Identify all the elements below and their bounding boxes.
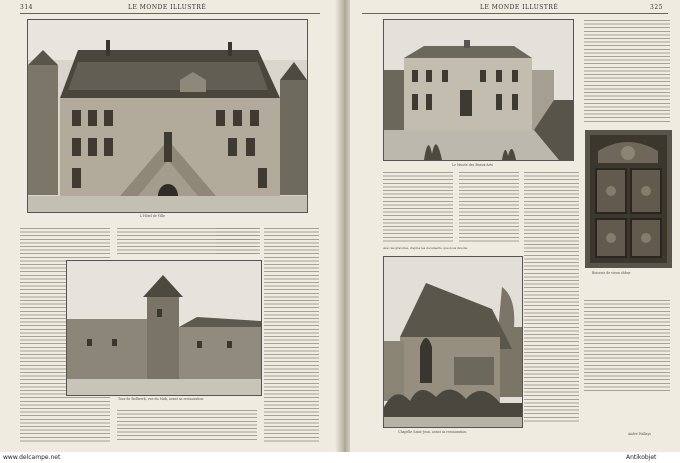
photo-credit-note: Avec les gravures, d'après les documents, que nous devons. — [383, 246, 468, 250]
door-photo — [585, 130, 672, 268]
footer-brand: Antikobjet — [626, 454, 657, 461]
left-page-number: 314 — [20, 4, 33, 11]
right-text-column-4-bottom — [584, 300, 670, 392]
footer-website: www.delcampe.net — [3, 454, 61, 461]
right-text-column-3 — [524, 172, 579, 424]
left-text-column-2-bottom — [117, 410, 257, 442]
caption-museum: Le Musée des Beaux-Arts — [452, 163, 494, 167]
caption-town-hall: L'Hôtel de Ville — [140, 214, 166, 218]
caption-chapel: Chapelle Saint-Jean, avant sa restauration — [398, 430, 467, 434]
right-text-column-2-top — [459, 172, 519, 244]
chapel-photo — [383, 256, 523, 428]
carved-door-illustration — [586, 131, 671, 267]
right-text-column-1-top — [383, 172, 453, 244]
author-signature: André Hallays — [628, 432, 651, 436]
caption-door: Boiserie de vieux chêne — [592, 271, 631, 275]
left-text-column-3-top — [216, 228, 260, 256]
chapel-illustration — [384, 257, 522, 427]
left-running-head: LE MONDE ILLUSTRÉ — [128, 4, 207, 11]
left-text-column-4 — [264, 228, 319, 442]
town-hall-photo — [27, 19, 308, 213]
tower-photo — [66, 260, 262, 396]
caption-tower: Tour de Bollwerk, vue du Midi, avant sa restauration — [118, 397, 204, 401]
right-running-head: LE MONDE ILLUSTRÉ — [480, 4, 559, 11]
museum-photo — [383, 19, 574, 161]
left-header-rule — [20, 13, 320, 14]
right-page-number: 325 — [650, 4, 663, 11]
tower-illustration — [67, 261, 261, 395]
right-header-rule — [362, 13, 668, 14]
town-hall-illustration — [28, 20, 307, 212]
museum-illustration — [384, 20, 573, 160]
right-text-column-4-top — [584, 20, 670, 124]
